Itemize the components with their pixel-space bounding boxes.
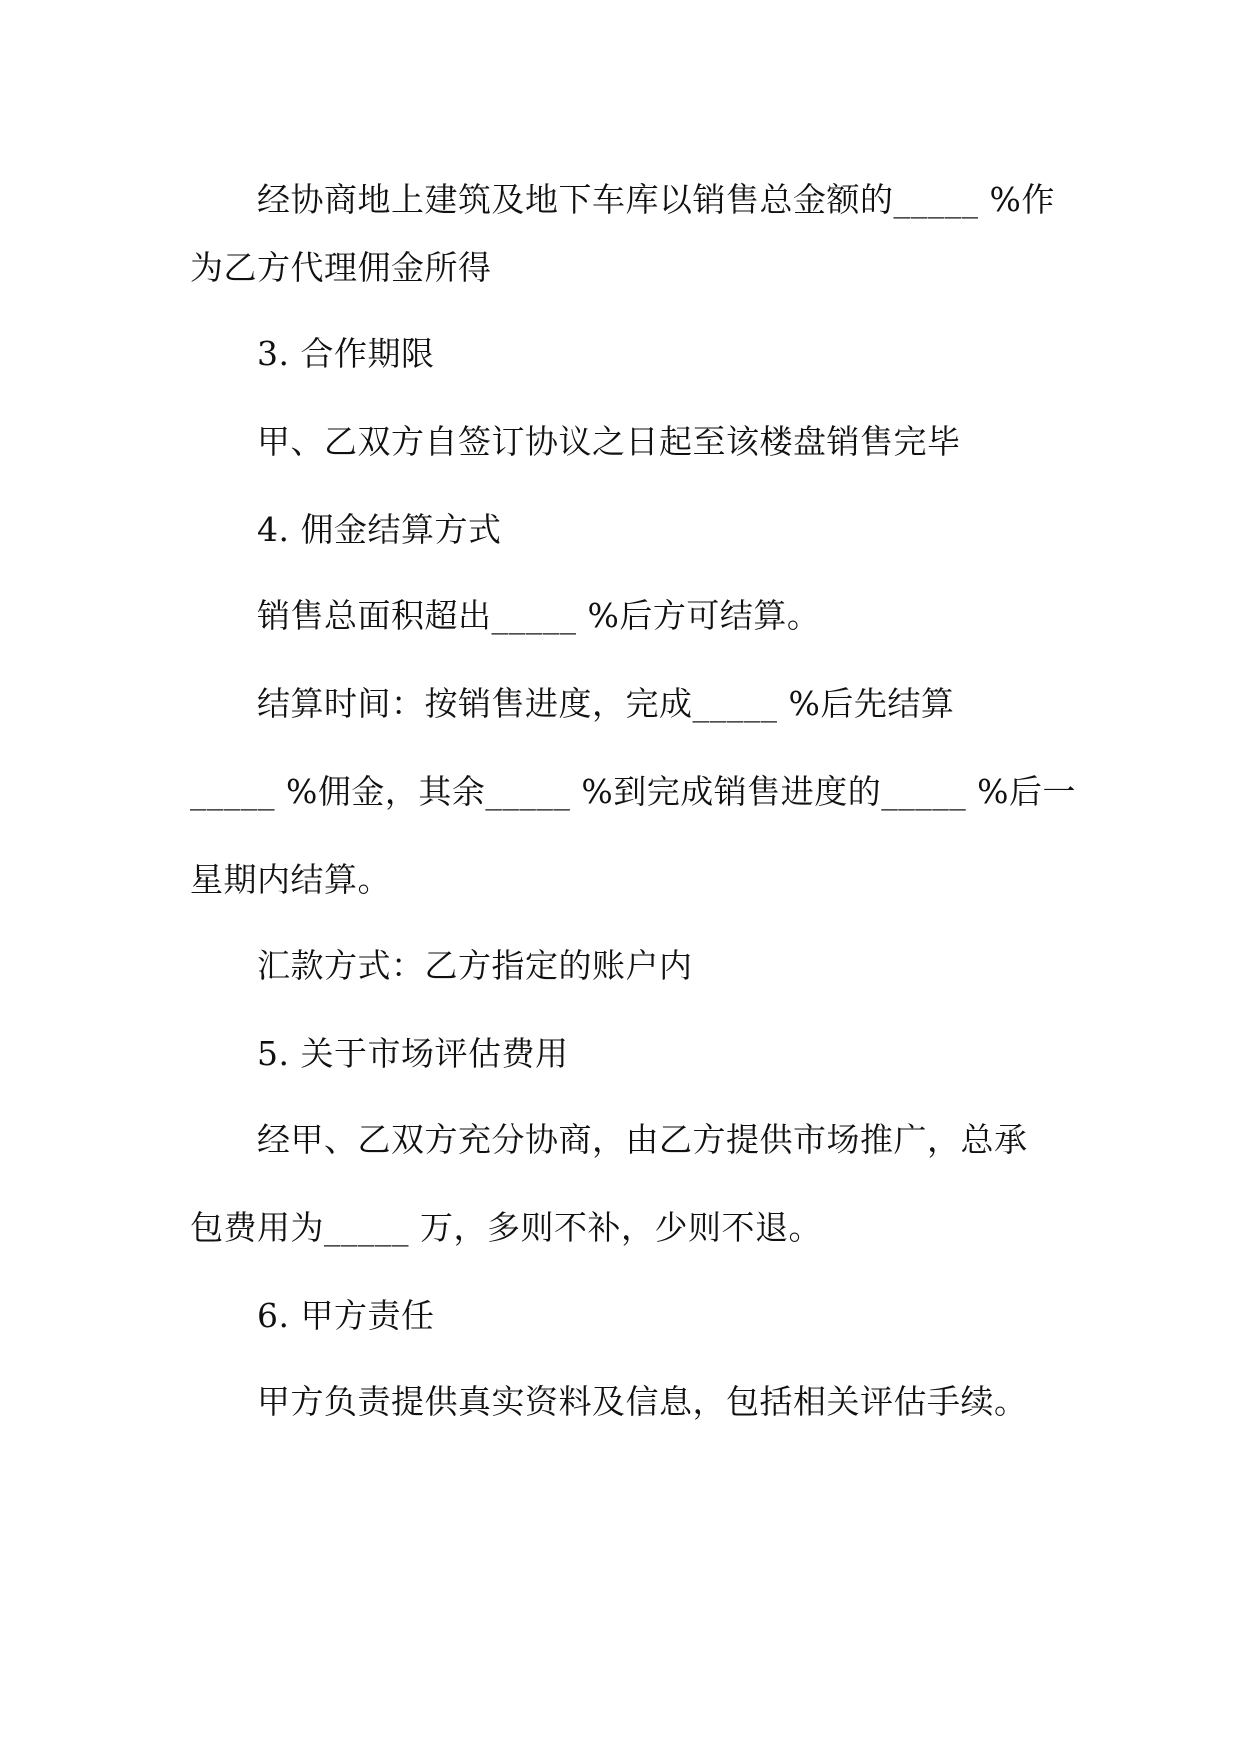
section-heading-settlement-method: 4. 佣金结算方式 <box>257 510 502 549</box>
section-heading-party-a-responsibility: 6. 甲方责任 <box>257 1296 435 1335</box>
paragraph-settlement-time: 结算时间：按销售进度，完成_____ %后先结算 <box>257 684 955 723</box>
section-heading-market-assessment: 5. 关于市场评估费用 <box>257 1034 569 1073</box>
paragraph-commission-rate: 经协商地上建筑及地下车库以销售总金额的_____ %作 <box>257 180 1055 219</box>
paragraph-cooperation-period: 甲、乙双方自签订协议之日起至该楼盘销售完毕 <box>257 422 961 461</box>
paragraph-commission-rate-cont: 为乙方代理佣金所得 <box>190 248 492 287</box>
section-heading-cooperation-period: 3. 合作期限 <box>257 334 435 373</box>
paragraph-settlement-threshold: 销售总面积超出_____ %后方可结算。 <box>257 596 821 635</box>
paragraph-market-assessment: 经甲、乙双方充分协商，由乙方提供市场推广，总承 <box>257 1120 1028 1159</box>
paragraph-party-a-responsibility: 甲方负责提供真实资料及信息，包括相关评估手续。 <box>257 1382 1028 1421</box>
paragraph-settlement-time-end: 星期内结算。 <box>190 860 391 899</box>
paragraph-remittance-method: 汇款方式：乙方指定的账户内 <box>257 946 693 985</box>
paragraph-settlement-time-cont: _____ %佣金，其余_____ %到完成销售进度的_____ %后一 <box>190 772 1077 811</box>
paragraph-market-assessment-cont: 包费用为_____ 万，多则不补，少则不退。 <box>190 1208 822 1247</box>
